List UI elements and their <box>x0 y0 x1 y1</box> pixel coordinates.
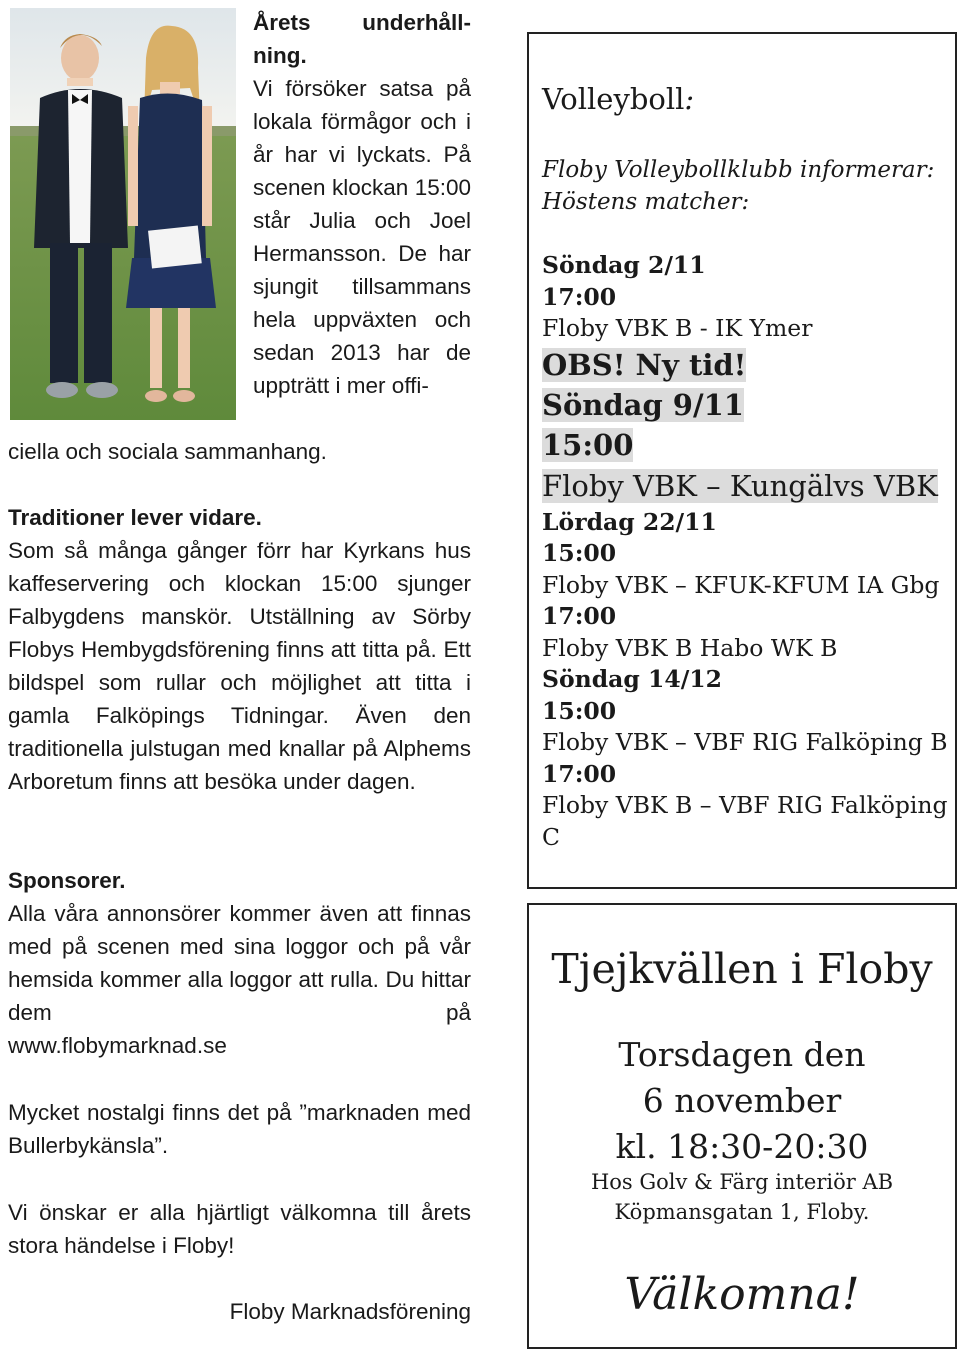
match2-time-text: 15:00 <box>542 427 634 462</box>
intro-tail-text: ciella och sociala sammanhang. <box>8 439 327 464</box>
match3-time2: 17:00 <box>542 602 617 630</box>
tjejkvallen-location <box>529 1167 955 1227</box>
match4-time2: 17:00 <box>542 759 617 788</box>
sponsors-url[interactable]: www.flobymarknad.se <box>8 1033 227 1058</box>
photo-julia-and-joel <box>10 8 236 420</box>
match3-teams2: Floby VBK B Habo WK B <box>542 633 838 662</box>
nostalgia-text: Mycket nostalgi finns det på ”marknaden med Bullerbykänsla”. <box>8 1100 471 1158</box>
match2-teams <box>542 465 942 507</box>
match4-teams1: Floby VBK – VBF RIG Falköping B <box>542 728 948 756</box>
match2-date-text: Söndag 9/11 <box>542 387 744 422</box>
volleyball-intro <box>542 154 934 218</box>
tjejkvallen-datetime <box>529 1032 955 1170</box>
notice-new-time <box>542 345 942 385</box>
volleyball-intro-line2: Höstens matcher: <box>542 189 750 215</box>
signature-text: Floby Marknadsförening <box>229 1299 471 1324</box>
volleyball-title <box>542 82 694 116</box>
match3-teams1: Floby VBK – KFUK-KFUM IA Gbg <box>542 570 940 599</box>
tjejkvallen-venue: Hos Golv & Färg interiör AB <box>590 1170 894 1194</box>
nostalgia-paragraph <box>8 1096 471 1162</box>
match1-time: 17:00 <box>542 282 617 311</box>
traditions-heading: Traditioner lever vidare. <box>8 505 262 530</box>
notice-text: OBS! Ny tid! <box>542 347 747 382</box>
tjejkvallen-day: Torsdagen den <box>618 1035 866 1074</box>
match4-time1: 15:00 <box>542 696 617 725</box>
match2-teams-text: Floby VBK – Kungälvs VBK <box>542 468 938 503</box>
volleyball-box <box>527 32 957 889</box>
match1-date: Söndag 2/11 <box>542 251 706 279</box>
photo-illustration <box>10 8 236 420</box>
match1-teams: Floby VBK B - IK Ymer <box>542 314 813 342</box>
match4-teams2: Floby VBK B – VBF RIG Falköping <box>542 791 948 819</box>
tjejkvallen-time: kl. 18:30-20:30 <box>615 1127 869 1166</box>
tjejkvallen-title: Tjejkvällen i Floby <box>551 945 933 993</box>
match4-teams2-cont: C <box>542 822 560 851</box>
match-schedule <box>542 250 948 853</box>
welcome-text: Vi önskar er alla hjärtligt välkomna till årets stora händelse i Floby! <box>8 1200 471 1258</box>
match2-time <box>542 425 942 465</box>
traditions-body: Som så många gånger förr har Kyrkans hus kaffeservering och klockan 15:00 sjunger Falbygdens manskör. Utställning av Sörby Flobys Hembygdsförening finns att titta på. Ett bildspel som rullar och möjlighet att titta i gamla Falköpings Tidningar. Även den traditionella julstugan med knallar på Alphems Arboretum finns att besöka under dagen. <box>8 538 471 794</box>
match4-date: Söndag 14/12 <box>542 665 722 693</box>
match3-date: Lördag 22/11 <box>542 507 717 536</box>
tjejkvallen-address: Köpmansgatan 1, Floby. <box>614 1200 870 1224</box>
intro-heading-line1: Årets underhåll- <box>253 10 471 35</box>
tjejkvallen-date: 6 november <box>642 1081 842 1120</box>
intro-tail <box>8 435 471 468</box>
intro-body: Vi försöker satsa på lokala förmågor och i år har vi lyckats. På scenen klockan 15:00 står Julia och Joel Hermansson. De har sjungit tillsammans hela uppväxten och sedan 2013 har de uppträtt i mer offi- <box>253 76 471 398</box>
intro-article <box>253 6 471 402</box>
volleyball-intro-line1: Floby Volleybollklubb informerar: <box>542 157 935 183</box>
match3-time1: 15:00 <box>542 539 617 567</box>
signature <box>8 1295 471 1328</box>
sponsors-body: Alla våra annonsörer kommer även att finnas med på scenen med sina loggor och på vår hemsida kommer alla loggor att rulla. Du hittar dem på <box>8 901 471 1025</box>
sponsors-heading: Sponsorer. <box>8 868 126 893</box>
welcome-paragraph <box>8 1196 471 1262</box>
intro-heading-line2: ning. <box>253 43 307 68</box>
volleyball-title-text: Volleyboll <box>542 82 685 116</box>
volleyball-title-colon: : <box>684 82 695 116</box>
match2-date <box>542 385 942 425</box>
tjejkvallen-welcome: Välkomna! <box>624 1269 860 1320</box>
sponsors-section <box>8 864 471 1062</box>
traditions-section <box>8 501 471 798</box>
tjejkvallen-box <box>527 903 957 1349</box>
